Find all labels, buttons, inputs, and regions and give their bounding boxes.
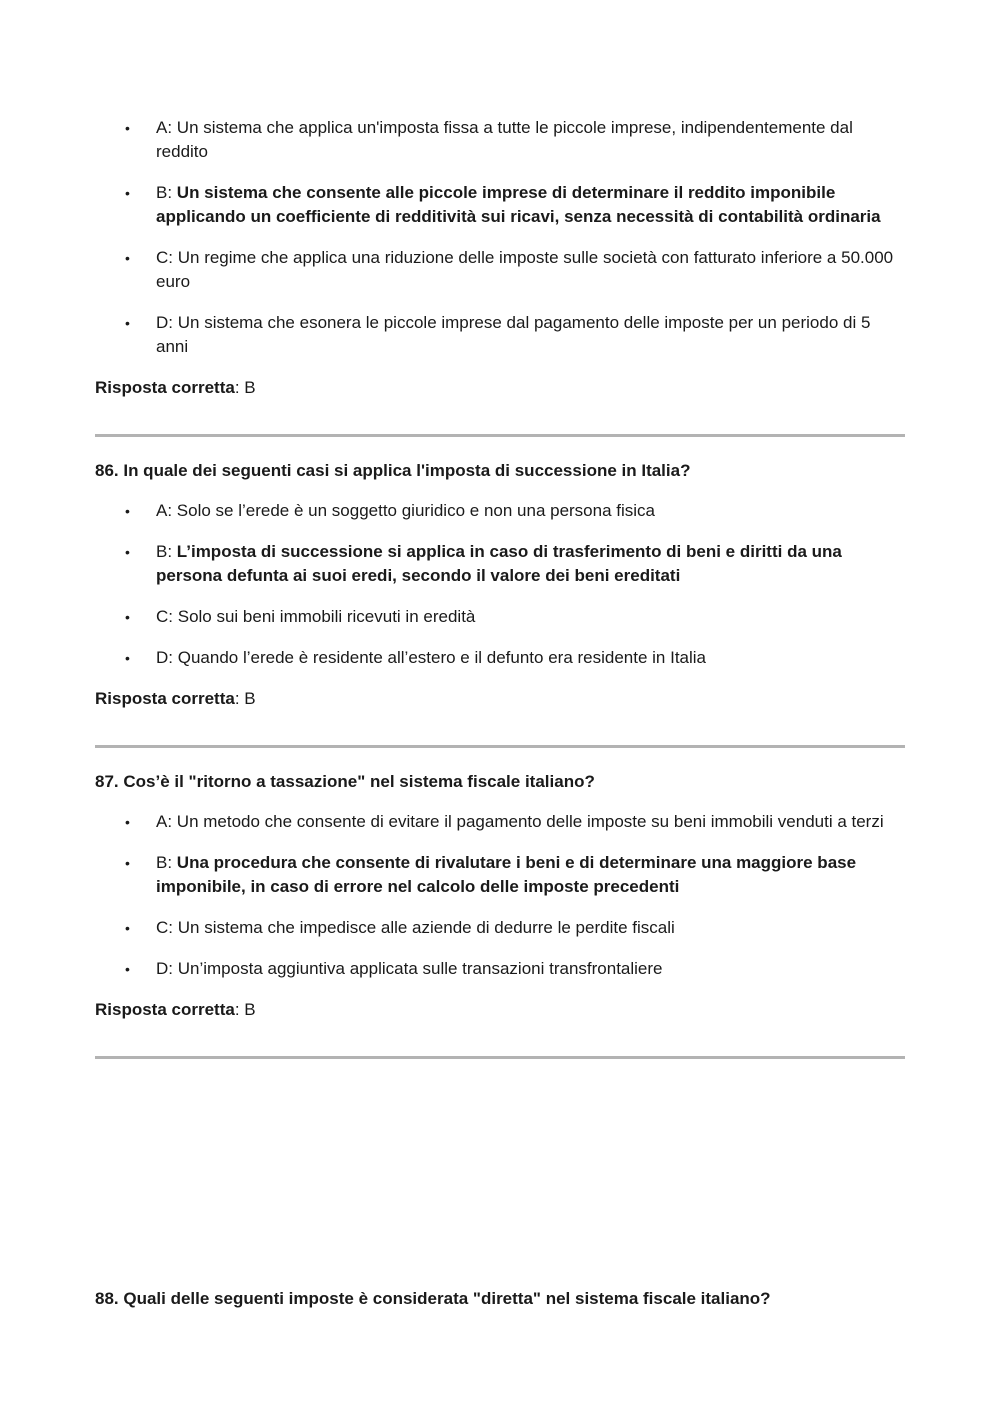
bullet-icon: •: [125, 315, 130, 331]
option-text: Un sistema che impedisce alle aziende di dedurre le perdite fiscali: [177, 918, 675, 937]
q85-option-c: [95, 246, 905, 294]
q87-title: 87. Cos’è il "ritorno a tassazione" nel sistema fiscale italiano?: [95, 772, 595, 791]
bullet-icon: •: [125, 920, 130, 936]
bullet-icon: •: [125, 961, 130, 977]
q86-options: [95, 499, 905, 670]
option-prefix: D:: [156, 313, 178, 332]
q85-answer: [95, 376, 905, 400]
answer-label: Risposta corretta: [95, 689, 235, 708]
option-prefix: C:: [156, 248, 178, 267]
q87-option-c: [95, 916, 905, 940]
q86-option-b: [95, 540, 905, 588]
q88-title: 88. Quali delle seguenti imposte è considerata "diretta" nel sistema fiscale italiano?: [95, 1289, 771, 1308]
option-prefix: B:: [156, 542, 177, 561]
option-prefix: A:: [156, 812, 177, 831]
q86-option-c: [95, 605, 905, 629]
option-text: Un sistema che esonera le piccole imprese dal pagamento delle imposte per un periodo di 5 anni: [156, 313, 871, 356]
option-prefix: C:: [156, 607, 178, 626]
q87-answer: [95, 998, 905, 1022]
option-prefix: D:: [156, 959, 178, 978]
option-text-correct: L’imposta di successione si applica in caso di trasferimento di beni e diritti da una persona defunta ai suoi eredi, secondo il valore dei beni ereditati: [156, 542, 842, 585]
bullet-icon: •: [125, 544, 130, 560]
option-text-correct: Un sistema che consente alle piccole imprese di determinare il reddito imponibile applicando un coefficiente di redditività sui ricavi, senza necessità di contabilità ordinaria: [156, 183, 881, 226]
q85-option-d: [95, 311, 905, 359]
answer-label: Risposta corretta: [95, 1000, 235, 1019]
option-prefix: C:: [156, 918, 178, 937]
q86-option-a: [95, 499, 905, 523]
q87-options: [95, 810, 905, 981]
option-text: Quando l’erede è residente all’estero e il defunto era residente in Italia: [177, 648, 707, 667]
option-prefix: A:: [156, 118, 177, 137]
option-text: Solo se l’erede è un soggetto giuridico e non una persona fisica: [176, 501, 656, 520]
bullet-icon: •: [125, 503, 130, 519]
q87-option-a: [95, 810, 905, 834]
option-text-correct: Una procedura che consente di rivalutare i beni e di determinare una maggiore base imponibile, in caso di errore nel calcolo delle imposte precedenti: [156, 853, 857, 896]
document-page: [95, 116, 905, 1059]
bullet-icon: •: [125, 185, 130, 201]
bullet-icon: •: [125, 609, 130, 625]
bullet-icon: •: [125, 814, 130, 830]
q85-options: [95, 116, 905, 359]
q87-option-b: [95, 851, 905, 899]
answer-value: : B: [234, 378, 256, 397]
answer-value: : B: [234, 1000, 256, 1019]
answer-value: : B: [234, 689, 256, 708]
bullet-icon: •: [125, 120, 130, 136]
q85-option-b: [95, 181, 905, 229]
bullet-icon: •: [125, 250, 130, 266]
option-prefix: D:: [156, 648, 178, 667]
q86-option-d: [95, 646, 905, 670]
option-text: Un metodo che consente di evitare il pagamento delle imposte su beni immobili venduti a terzi: [176, 812, 884, 831]
q87-option-d: [95, 957, 905, 981]
q86-title: 86. In quale dei seguenti casi si applica l'imposta di successione in Italia?: [95, 461, 691, 480]
option-prefix: A:: [156, 501, 177, 520]
q85-option-a: [95, 116, 905, 164]
option-text: Solo sui beni immobili ricevuti in eredità: [177, 607, 476, 626]
option-text: Un regime che applica una riduzione delle imposte sulle società con fatturato inferiore a 50.000 euro: [156, 248, 894, 291]
bullet-icon: •: [125, 855, 130, 871]
option-prefix: B:: [156, 853, 177, 872]
option-text: Un sistema che applica un'imposta fissa a tutte le piccole imprese, indipendentemente dal reddito: [156, 118, 853, 161]
section-divider: [95, 1056, 905, 1059]
q86-answer: [95, 687, 905, 711]
bullet-icon: •: [125, 650, 130, 666]
option-prefix: B:: [156, 183, 177, 202]
answer-label: Risposta corretta: [95, 378, 235, 397]
option-text: Un’imposta aggiuntiva applicata sulle transazioni transfrontaliere: [177, 959, 663, 978]
